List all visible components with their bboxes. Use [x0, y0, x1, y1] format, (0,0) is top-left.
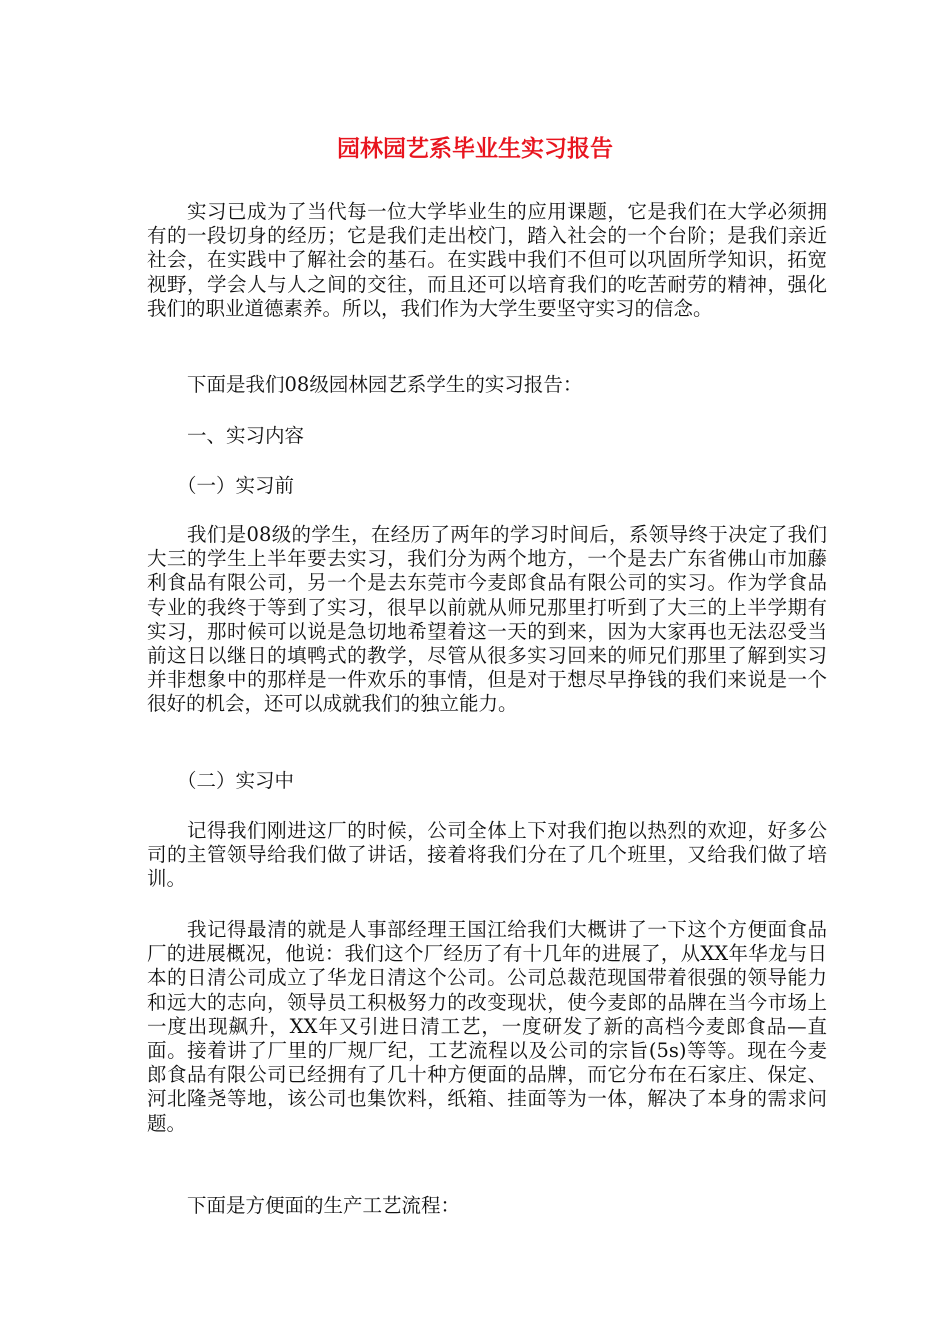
paragraph-text: 我们是08级的学生，在经历了两年的学习时间后，系领导终于决定了我们大三的学生上半年要去实习，我们分为两个地方，一个是去广东省佛山市加藤利食品有限公司，另一个是去东莞市今麦郎食品有限公司的实习。作为学食品专业的我终于等到了实习，很早以前就从师兄那里打听到了大三的上半学期有实习，那时候可以说是急切地希望着这一天的到来，因为大家再也无法忍受当前这日以继日的填鸭式的教学，尽管从很多实习回来的师兄们那里了解到实习并非想象中的那样是一件欢乐的事情，但是对于想尽早挣钱的我们来说是一个很好的机会，还可以成就我们的独立能力。 — [147, 523, 827, 716]
subsection-heading-during — [147, 769, 827, 793]
subsection-heading: （一）实习前 — [177, 474, 295, 497]
paragraph-report-intro — [147, 373, 827, 397]
paragraph-text: 我记得最清的就是人事部经理王国江给我们大概讲了一下这个方便面食品厂的进展概况，他说：我们这个厂经历了有十几年的进展了，从XX年华龙与日本的日清公司成立了华龙日清这个公司。公司总裁范现国带着很强的领导能力和远大的志向，领导员工积极努力的改变现状，使今麦郎的品牌在当今市场上一度出现飙升，XX年又引进日清工艺，一度研发了新的高档今麦郎食品—直面。接着讲了厂里的厂规厂纪，工艺流程以及公司的宗旨(5s)等等。现在今麦郎食品有限公司已经拥有了几十种方便面的品牌，而它分布在石家庄、保定、河北隆尧等地，该公司也集饮料，纸箱、挂面等为一体，解决了本身的需求问题。 — [147, 918, 827, 1135]
section-heading: 一、实习内容 — [187, 424, 305, 447]
paragraph-text: 下面是我们08级园林园艺系学生的实习报告： — [187, 373, 583, 396]
paragraph-process-intro — [147, 1194, 827, 1218]
paragraph-text: 记得我们刚进这厂的时候，公司全体上下对我们抱以热烈的欢迎，好多公司的主管领导给我们做了讲话，接着将我们分在了几个班里，又给我们做了培训。 — [147, 819, 827, 891]
section-heading-content — [147, 424, 827, 448]
paragraph-before-internship — [147, 523, 827, 717]
document-title: 园林园艺系毕业生实习报告 — [337, 136, 613, 162]
subsection-heading: （二）实习中 — [177, 769, 295, 792]
subsection-heading-before — [147, 474, 827, 498]
paragraph-company-history — [147, 918, 827, 1136]
paragraph-text: 下面是方便面的生产工艺流程： — [187, 1194, 461, 1217]
paragraph-text: 实习已成为了当代每一位大学毕业生的应用课题，它是我们在大学必须拥有的一段切身的经历；它是我们走出校门，踏入社会的一个台阶；是我们亲近社会，在实践中了解社会的基石。在实践中我们不但可以巩固所学知识，拓宽视野，学会人与人之间的交往，而且还可以培育我们的吃苦耐劳的精神，强化我们的职业道德素养。所以，我们作为大学生要坚守实习的信念。 — [147, 200, 827, 320]
paragraph-arrival — [147, 819, 827, 892]
paragraph-intro — [147, 200, 827, 321]
